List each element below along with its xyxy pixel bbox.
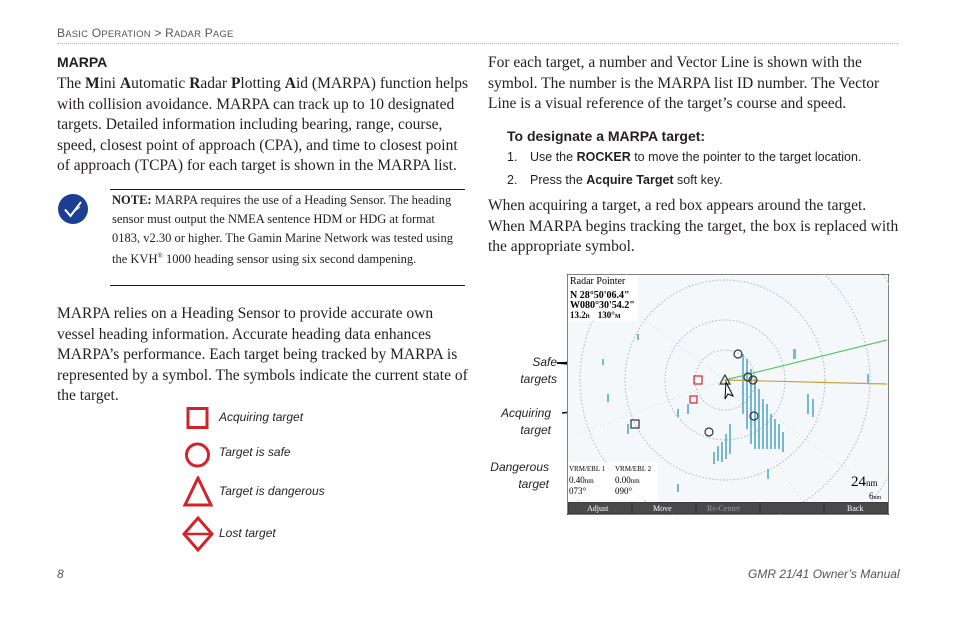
- note-body: MARPA requires the use of a Heading Sensor. The heading sensor must output the NMEA sentence HDM or HDG at format 0183, v2.30 or higher. The Gamin Marine Network was tested using the KVH: [112, 193, 454, 267]
- legend-label-dangerous: Target is dangerous: [219, 484, 325, 498]
- softkey-back-label[interactable]: Back: [847, 504, 864, 513]
- note-label: NOTE:: [112, 193, 152, 207]
- intro-initial-a2: A: [284, 75, 296, 92]
- intro-initial-a: A: [119, 75, 132, 92]
- callout-text: Safe: [532, 355, 557, 369]
- marpa-symbols-paragraph: MARPA relies on a Heading Sensor to provide accurate own vessel heading information. Accurate heading data enhances MARPA’s performance. Each target being tracked by MARPA is represented by a symbol. The symbols indicate the current state of the target.: [57, 305, 468, 404]
- softkey-empty[interactable]: [761, 503, 823, 513]
- radar-range: 13.2: [570, 310, 586, 320]
- vrm2-distance: 0.00: [615, 475, 631, 485]
- intro-text: adar: [200, 75, 231, 92]
- breadcrumb-section-part: ASIC: [65, 29, 89, 40]
- softkey-move-label[interactable]: Move: [653, 504, 672, 513]
- note-top-rule: [110, 189, 465, 190]
- intro-initial-r: R: [189, 75, 201, 92]
- radar-range-scale: 24: [851, 474, 866, 490]
- radar-range-unit: ft: [585, 314, 590, 320]
- step-text: soft key.: [673, 173, 723, 187]
- callout-text: target: [520, 423, 551, 437]
- note-bottom-rule: [110, 285, 465, 286]
- vrm2-label: VRM/EBL 2: [615, 465, 652, 473]
- radar-ring-unit: nm: [873, 495, 882, 501]
- intro-text: ini: [99, 75, 120, 92]
- step-number: 1.: [507, 150, 518, 164]
- radar-bearing-unit: M: [614, 314, 621, 320]
- softkey-adjust-label[interactable]: Adjust: [587, 504, 609, 513]
- svg-text:0.40nm: [569, 475, 594, 485]
- breadcrumb-page-part: ADAR: [173, 29, 202, 40]
- breadcrumb-page-part-2: AGE: [212, 29, 234, 40]
- step-text: Use the: [530, 150, 577, 164]
- svg-text:0.00nm: [615, 475, 640, 485]
- radar-range-scale-unit: nm: [866, 478, 878, 488]
- breadcrumb: [57, 26, 234, 40]
- callout-text: target: [518, 477, 549, 491]
- breadcrumb-section-initial-2: O: [91, 26, 102, 40]
- red-circle-icon: [182, 440, 212, 470]
- page-number: 8: [57, 567, 64, 581]
- vrm1-distance: 0.40: [569, 475, 585, 485]
- radar-screenshot: [567, 274, 889, 515]
- step-text: Press the: [530, 173, 587, 187]
- intro-initial-m: M: [84, 75, 100, 92]
- procedure-step-2: [507, 173, 897, 189]
- vrm1-label: VRM/EBL 1: [569, 465, 606, 473]
- note-text: [112, 191, 464, 269]
- softkey-recenter-label[interactable]: Re-Center: [707, 504, 740, 513]
- breadcrumb-page-initial-2: P: [204, 26, 213, 40]
- legend-label-acquiring: Acquiring target: [219, 410, 304, 424]
- procedure-title: To designate a MARPA target:: [507, 128, 706, 144]
- radar-longitude: W080°30'54.2": [570, 300, 635, 311]
- callout-text: targets: [520, 372, 557, 386]
- red-triangle-icon: [182, 476, 216, 508]
- callout-text: Acquiring: [500, 406, 551, 420]
- registered-mark: ®: [157, 252, 163, 261]
- acquiring-paragraph: When acquiring a target, a red box appears around the target. When MARPA begins tracking the target, the box is replaced with the appropriate symbol.: [488, 197, 899, 255]
- red-diamond-x-icon: [182, 516, 216, 554]
- intro-text: utomatic: [131, 75, 190, 92]
- step-text: to move the pointer to the target location.: [630, 150, 862, 164]
- legend-label-safe: Target is safe: [219, 445, 291, 459]
- manual-title: GMR 21/41 Owner’s Manual: [748, 567, 900, 581]
- intro-text: lotting: [240, 75, 285, 92]
- step-number: 2.: [507, 173, 518, 187]
- breadcrumb-section-initial: B: [57, 26, 66, 40]
- intro-text: id (MARPA) function helps with collision avoidance. MARPA can track up to 10 designated targets. Detailed information including bearing, range, course, speed, closest point of approach (CPA), and time to closest point of approach (TCPA) for each target is shown in the MARPA list.: [57, 75, 469, 174]
- legend-label-lost: Lost target: [219, 526, 276, 540]
- breadcrumb-page-initial: R: [165, 26, 174, 40]
- red-square-icon: [182, 406, 212, 432]
- callout-text: Dangerous: [490, 460, 549, 474]
- procedure-step-1: [507, 150, 897, 166]
- step-key-name: Acquire Target: [586, 173, 674, 187]
- radar-pointer-title: Radar Pointer: [570, 276, 626, 287]
- vrm1-bearing: 073°: [569, 486, 587, 496]
- vrm1-unit: nm: [584, 477, 594, 485]
- radar-latitude: N 28°50'06.4": [570, 290, 630, 301]
- radar-bearing: 130°: [597, 310, 615, 320]
- breadcrumb-separator: >: [154, 26, 162, 40]
- header-divider: [57, 43, 899, 44]
- radar-ring-spacing: 6: [869, 491, 874, 501]
- marpa-intro-paragraph: [57, 74, 469, 177]
- note-body: 1000 heading sensor using six second dampening.: [162, 252, 417, 267]
- breadcrumb-section-part-2: PERATION: [101, 29, 151, 40]
- step-key-name: ROCKER: [576, 150, 631, 164]
- vrm2-bearing: 090°: [615, 486, 633, 496]
- note-check-icon: [58, 194, 88, 224]
- vrm2-unit: nm: [630, 477, 640, 485]
- vector-line-paragraph: For each target, a number and Vector Line is shown with the symbol. The number is the MARPA list ID number. The Vector Line is a visual reference of the target’s course and speed.: [488, 54, 880, 112]
- intro-text: The: [57, 75, 85, 92]
- section-title: MARPA: [57, 54, 108, 70]
- intro-initial-p: P: [230, 75, 241, 92]
